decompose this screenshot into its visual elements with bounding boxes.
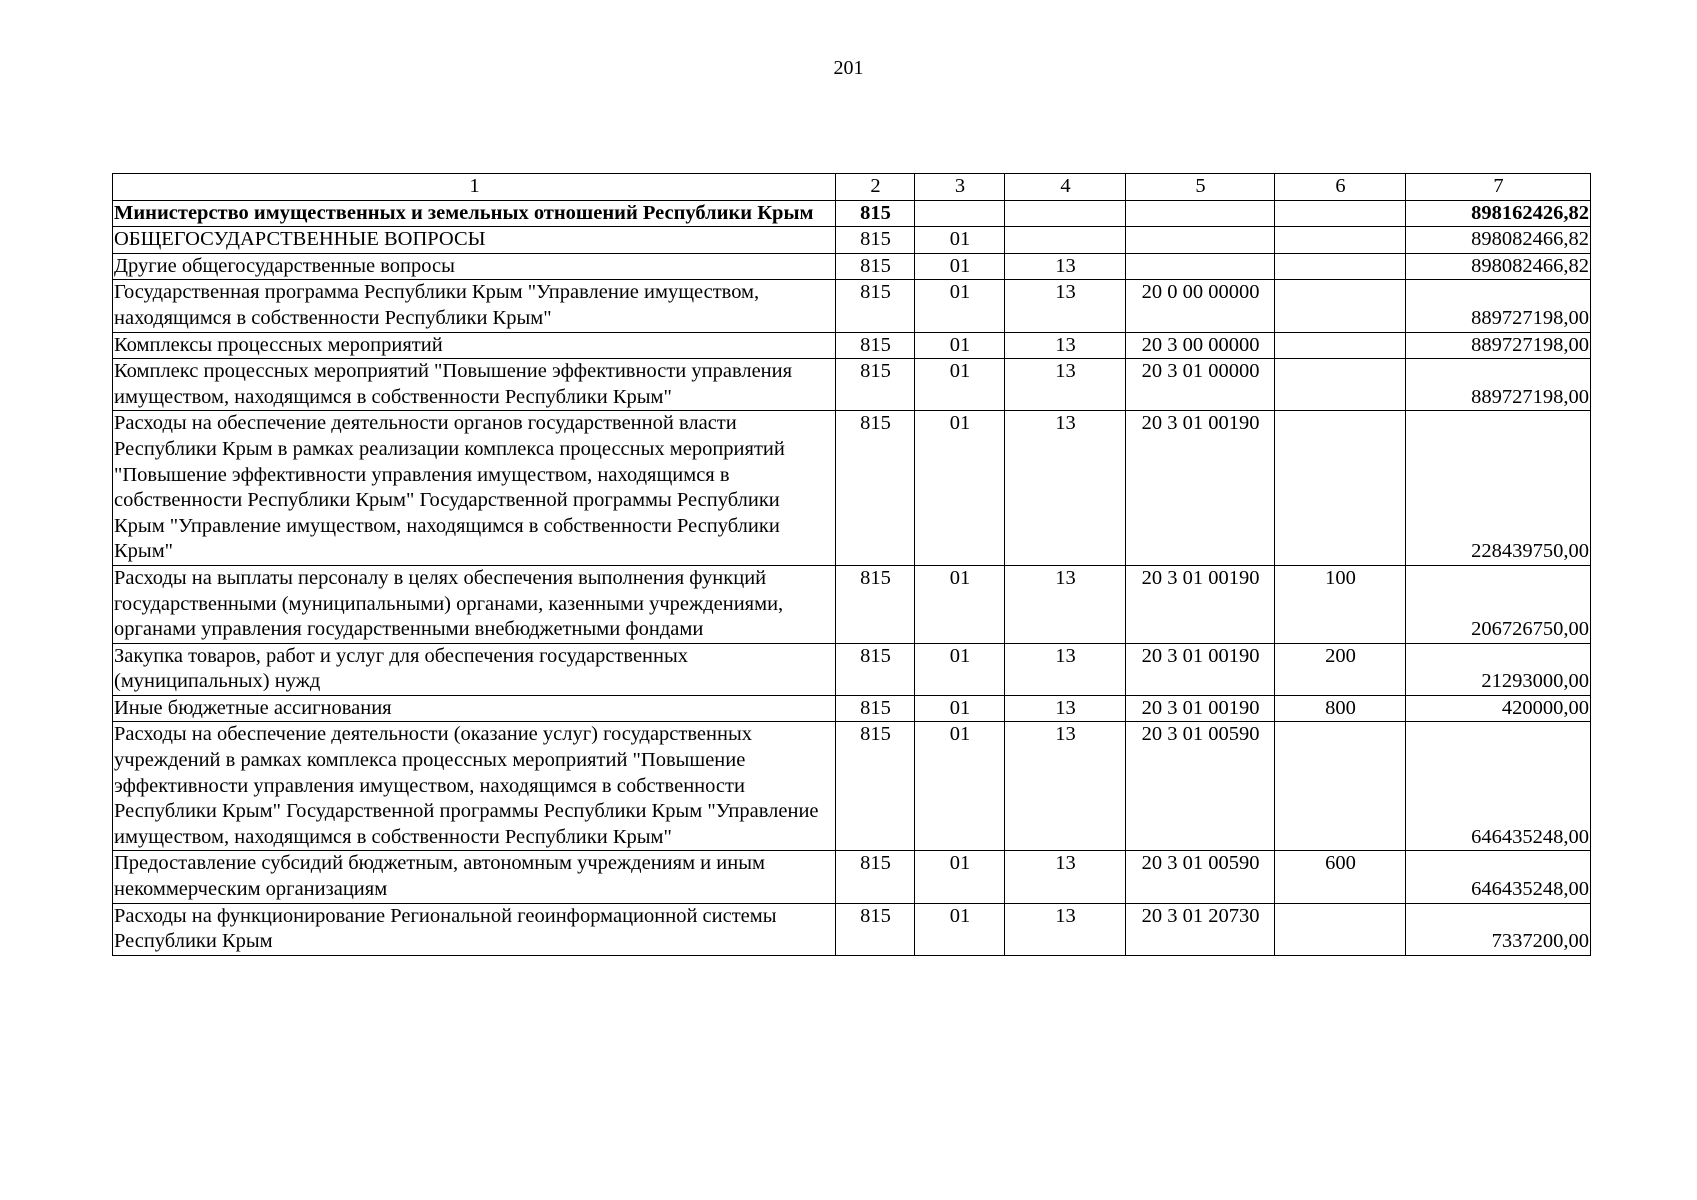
table-row — [113, 227, 1591, 254]
row-target-cell — [1126, 253, 1275, 280]
row-expense-type-cell — [1275, 200, 1406, 227]
column-header-2: 2 — [836, 174, 915, 201]
row-name-cell: Расходы на функционирование Региональной геоинформационной системы Республики Крым — [113, 903, 836, 955]
row-name-cell: Другие общегосударственные вопросы — [113, 253, 836, 280]
row-name-cell: Министерство имущественных и земельных отношений Республики Крым — [113, 200, 836, 227]
table-row — [113, 253, 1591, 280]
row-amount-cell: 889727198,00 — [1406, 280, 1591, 332]
row-grbs-cell: 815 — [836, 565, 915, 643]
table-row — [113, 851, 1591, 903]
row-subsection-cell: 13 — [1005, 253, 1126, 280]
row-section-cell: 01 — [915, 851, 1005, 903]
row-grbs-cell: 815 — [836, 903, 915, 955]
table-row — [113, 280, 1591, 332]
row-section-cell: 01 — [915, 280, 1005, 332]
row-grbs-cell: 815 — [836, 695, 915, 722]
row-subsection-cell: 13 — [1005, 643, 1126, 695]
row-subsection-cell: 13 — [1005, 695, 1126, 722]
row-target-cell: 20 3 01 00190 — [1126, 695, 1275, 722]
row-subsection-cell — [1005, 200, 1126, 227]
row-target-cell: 20 0 00 00000 — [1126, 280, 1275, 332]
row-expense-type-cell — [1275, 903, 1406, 955]
row-section-cell: 01 — [915, 359, 1005, 411]
row-subsection-cell: 13 — [1005, 851, 1126, 903]
row-target-cell: 20 3 01 20730 — [1126, 903, 1275, 955]
row-expense-type-cell — [1275, 280, 1406, 332]
column-header-5: 5 — [1126, 174, 1275, 201]
row-subsection-cell: 13 — [1005, 332, 1126, 359]
row-expense-type-cell: 600 — [1275, 851, 1406, 903]
row-expense-type-cell: 800 — [1275, 695, 1406, 722]
row-name-cell: Закупка товаров, работ и услуг для обеспечения государственных (муниципальных) нужд — [113, 643, 836, 695]
row-amount-cell: 206726750,00 — [1406, 565, 1591, 643]
budget-table — [112, 173, 1591, 956]
row-target-cell — [1126, 227, 1275, 254]
row-amount-cell: 889727198,00 — [1406, 332, 1591, 359]
row-grbs-cell: 815 — [836, 359, 915, 411]
row-subsection-cell: 13 — [1005, 359, 1126, 411]
row-expense-type-cell — [1275, 227, 1406, 254]
row-target-cell: 20 3 01 00190 — [1126, 643, 1275, 695]
row-amount-cell: 7337200,00 — [1406, 903, 1591, 955]
row-grbs-cell: 815 — [836, 280, 915, 332]
row-expense-type-cell: 100 — [1275, 565, 1406, 643]
row-section-cell: 01 — [915, 643, 1005, 695]
row-subsection-cell: 13 — [1005, 903, 1126, 955]
header-row — [113, 174, 1591, 201]
row-grbs-cell: 815 — [836, 643, 915, 695]
row-section-cell: 01 — [915, 411, 1005, 566]
row-target-cell: 20 3 01 00000 — [1126, 359, 1275, 411]
row-subsection-cell — [1005, 227, 1126, 254]
row-expense-type-cell — [1275, 359, 1406, 411]
table-row — [113, 722, 1591, 851]
row-name-cell: Комплекс процессных мероприятий "Повышение эффективности управления имуществом, находящимся в собственности Республики Крым" — [113, 359, 836, 411]
row-grbs-cell: 815 — [836, 227, 915, 254]
table-row — [113, 903, 1591, 955]
row-section-cell: 01 — [915, 332, 1005, 359]
row-section-cell: 01 — [915, 695, 1005, 722]
row-amount-cell: 420000,00 — [1406, 695, 1591, 722]
row-target-cell — [1126, 200, 1275, 227]
row-name-cell: Расходы на обеспечение деятельности органов государственной власти Республики Крым в рамках реализации комплекса процессных мероприятий "Повышение эффективности управления имуществом, находящимся в собственности Республики Крым" Государственной программы Республики Крым "Управление имуществом, находящимся в собственности Республики Крым" — [113, 411, 836, 566]
row-amount-cell: 228439750,00 — [1406, 411, 1591, 566]
row-section-cell — [915, 200, 1005, 227]
row-amount-cell: 898162426,82 — [1406, 200, 1591, 227]
row-subsection-cell: 13 — [1005, 722, 1126, 851]
row-expense-type-cell — [1275, 411, 1406, 566]
row-grbs-cell: 815 — [836, 722, 915, 851]
row-subsection-cell: 13 — [1005, 565, 1126, 643]
column-header-3: 3 — [915, 174, 1005, 201]
page-number: 201 — [833, 57, 864, 79]
row-section-cell: 01 — [915, 253, 1005, 280]
row-expense-type-cell — [1275, 253, 1406, 280]
column-header-4: 4 — [1005, 174, 1126, 201]
row-subsection-cell: 13 — [1005, 411, 1126, 566]
table-row — [113, 411, 1591, 566]
row-section-cell: 01 — [915, 903, 1005, 955]
row-section-cell: 01 — [915, 565, 1005, 643]
column-header-6: 6 — [1275, 174, 1406, 201]
row-target-cell: 20 3 01 00590 — [1126, 851, 1275, 903]
row-name-cell: Комплексы процессных мероприятий — [113, 332, 836, 359]
table-row — [113, 643, 1591, 695]
column-header-7: 7 — [1406, 174, 1591, 201]
row-grbs-cell: 815 — [836, 253, 915, 280]
row-amount-cell: 21293000,00 — [1406, 643, 1591, 695]
row-expense-type-cell — [1275, 722, 1406, 851]
table-row — [113, 695, 1591, 722]
row-target-cell: 20 3 00 00000 — [1126, 332, 1275, 359]
row-target-cell: 20 3 01 00590 — [1126, 722, 1275, 851]
row-section-cell: 01 — [915, 722, 1005, 851]
row-target-cell: 20 3 01 00190 — [1126, 411, 1275, 566]
row-name-cell: Расходы на выплаты персоналу в целях обеспечения выполнения функций государственными (муниципальными) органами, казенными учреждениями, органами управления государственными внебюджетными фондами — [113, 565, 836, 643]
row-target-cell: 20 3 01 00190 — [1126, 565, 1275, 643]
row-amount-cell: 898082466,82 — [1406, 253, 1591, 280]
row-name-cell: ОБЩЕГОСУДАРСТВЕННЫЕ ВОПРОСЫ — [113, 227, 836, 254]
row-amount-cell: 646435248,00 — [1406, 851, 1591, 903]
row-subsection-cell: 13 — [1005, 280, 1126, 332]
table-row — [113, 332, 1591, 359]
row-name-cell: Государственная программа Республики Крым "Управление имуществом, находящимся в собственности Республики Крым" — [113, 280, 836, 332]
row-amount-cell: 898082466,82 — [1406, 227, 1591, 254]
row-expense-type-cell — [1275, 332, 1406, 359]
row-amount-cell: 646435248,00 — [1406, 722, 1591, 851]
row-grbs-cell: 815 — [836, 851, 915, 903]
row-grbs-cell: 815 — [836, 411, 915, 566]
row-name-cell: Предоставление субсидий бюджетным, автономным учреждениям и иным некоммерческим организациям — [113, 851, 836, 903]
row-name-cell: Расходы на обеспечение деятельности (оказание услуг) государственных учреждений в рамках комплекса процессных мероприятий "Повышение эффективности управления имуществом, находящимся в собственности Республики Крым" Государственной программы Республики Крым "Управление имуществом, находящимся в собственности Республики Крым" — [113, 722, 836, 851]
table-row — [113, 200, 1591, 227]
row-section-cell: 01 — [915, 227, 1005, 254]
row-grbs-cell: 815 — [836, 332, 915, 359]
column-header-1: 1 — [113, 174, 836, 201]
row-grbs-cell: 815 — [836, 200, 915, 227]
row-name-cell: Иные бюджетные ассигнования — [113, 695, 836, 722]
row-amount-cell: 889727198,00 — [1406, 359, 1591, 411]
table-row — [113, 359, 1591, 411]
row-expense-type-cell: 200 — [1275, 643, 1406, 695]
table-row — [113, 565, 1591, 643]
